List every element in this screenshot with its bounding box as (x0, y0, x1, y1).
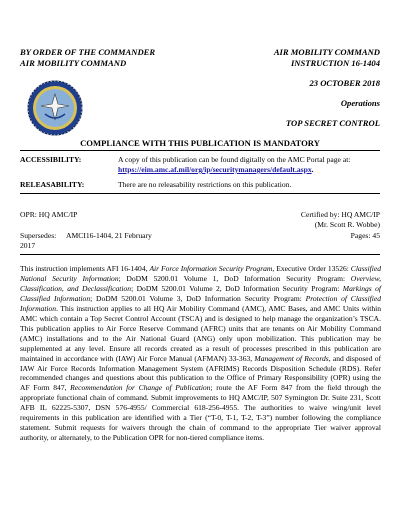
divider (20, 193, 380, 194)
accessibility-text (118, 155, 380, 165)
body-italic: Protection of Classified Information (20, 293, 381, 313)
body-text: ; DoDM 5200.01 Volume 1, DoD Information Security Program: (118, 273, 351, 283)
publication-title: TOP SECRET CONTROL (285, 118, 380, 128)
accessibility-link-line (118, 165, 314, 175)
publication-category: Operations (340, 98, 380, 108)
portal-link[interactable]: https://eim.amc.af.mil/org/ip/securitymanagers/default.aspx (118, 165, 312, 174)
accessibility-label: ACCESSIBILITY: (20, 155, 82, 164)
publication-date: 23 OCTOBER 2018 (309, 78, 380, 88)
body-text: . This instruction applies to all HQ Air Mobility Command (AMC), AMC Bases, and AMC Units within AMC which contain a Top Secret Control Account (TSCA) and is designed to help manage the organization’s TSCA. This publication applies to Air Force Reserve Command (AFRC) units that are tenants on Air Mobility Command (AMC) installations and to the Air National Guard (ANG) only upon mobilization. This publication may be supplemented at any level. Ensure all records created as a result of processes prescribed in this publication are maintained in accordance with (IAW) Air Force Manual (AFMAN) 33-363, (20, 303, 381, 363)
body-italic: Management of Records (254, 353, 329, 363)
body-text: ; route the AF Form 847 from the field through the appropriate functional chain of command. Submit improvements to HQ AMC/IP, 507 Symington Dr. Suite 231, Scott AFB IL 62225-5307, DSN 576-4955/ Commercial 618-256-4955. The authorities to waive wing/unit level requirements in this publication are identified with a Tier (“T-0, T-1, T-2, T-3”) number following the compliance statement. Submit requests for waivers through the chain of command to the appropriate Tier waiver approval authority, or alternately, to the Publication OPR for non-tiered compliance items. (20, 383, 382, 443)
body-text: , Executive Order 13526: (272, 264, 351, 273)
certifier-name: (Mr. Scott R. Wobbe) (314, 220, 380, 229)
page-count: Pages: 45 (350, 231, 380, 240)
body-text: , and disposed of IAW Air Force Records Information Management System (AFRIMS) Records Disposition Schedule (RDS). Refer recommended changes and questions about this publication to the Office of Primary Responsibility (OPR) using the AF Form 847, (20, 353, 381, 393)
divider (20, 254, 380, 255)
releasability-text: There are no releasability restrictions on this publication. (118, 180, 292, 189)
link-period: . (311, 165, 314, 174)
header-right-line1: AIR MOBILITY COMMAND (273, 47, 380, 57)
body-text: This instruction implements AFI 16-1404, (20, 264, 150, 273)
divider (20, 150, 380, 151)
body-text: ; DoDM 5200.01 Volume 2, DoD Information Security Program: (131, 283, 343, 293)
body-italic: Markings of Classified Information (20, 283, 382, 303)
header-left-line2: AIR MOBILITY COMMAND (20, 58, 127, 68)
body-paragraph (20, 264, 381, 443)
supersedes-label: Supersedes: (20, 231, 57, 240)
supersedes-year: 2017 (20, 241, 36, 250)
accessibility-description: A copy of this publication can be found digitally on the AMC Portal page at: (118, 155, 351, 164)
supersedes-value: AMCI16-1404, 21 February (66, 231, 152, 240)
air-mobility-command-seal-icon (27, 80, 83, 136)
body-text: ; DoDM 5200.01 Volume 3, DoD Information Security Program: (90, 293, 306, 303)
body-italic: Classified National Security Information (20, 264, 381, 283)
header-left-line1: BY ORDER OF THE COMMANDER (20, 47, 156, 57)
body-italic: Overview, Classification, and Declassification (20, 273, 381, 293)
certified-by: Certified by: HQ AMC/IP (300, 210, 380, 219)
header-right-line2: INSTRUCTION 16-1404 (290, 58, 380, 68)
opr: OPR: HQ AMC/IP (20, 210, 78, 219)
body-italic: Air Force Information Security Program (149, 264, 273, 273)
body-italic: Recommendation for Change of Publication (70, 383, 211, 393)
compliance-notice: COMPLIANCE WITH THIS PUBLICATION IS MANDATORY (80, 138, 320, 148)
releasability-label: RELEASABILITY: (20, 180, 85, 189)
